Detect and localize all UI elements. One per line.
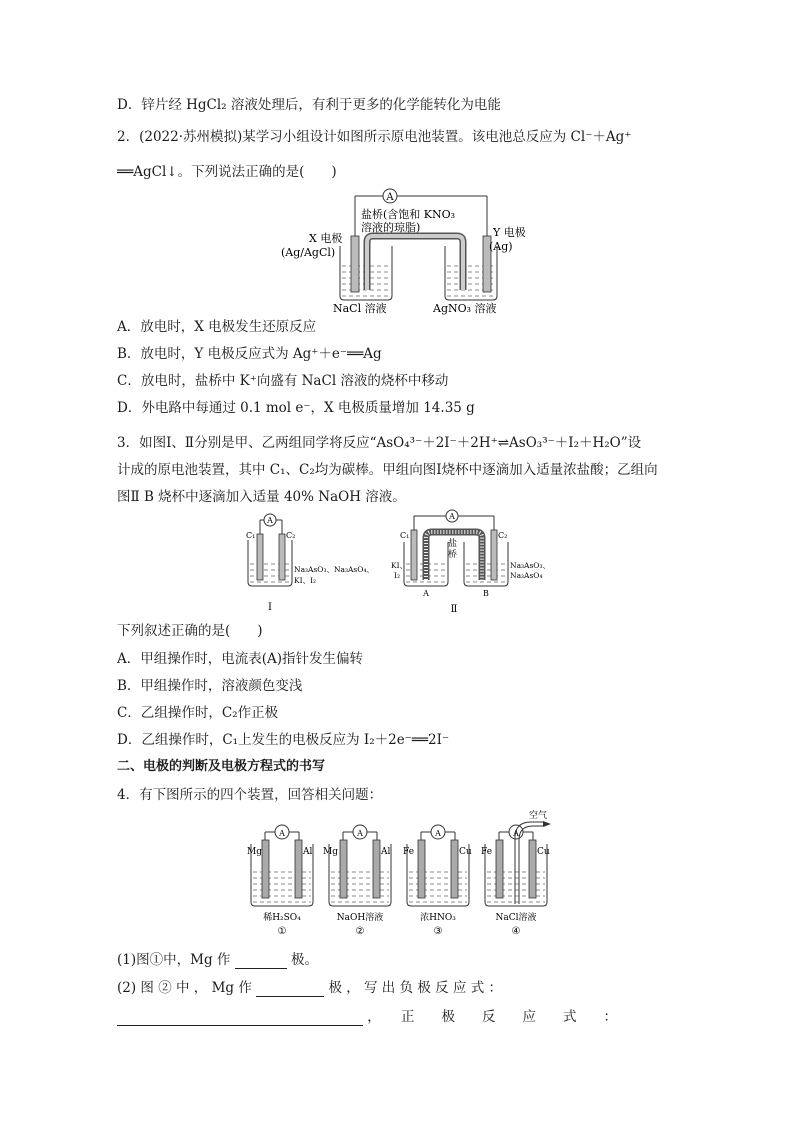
c1-label: C₁ xyxy=(400,531,410,540)
cell-1-left-electrode: Mg xyxy=(247,847,262,857)
figure-cell-2 xyxy=(390,508,560,618)
solution-label-1: Na₃AsO₃、Na₃AsO₄、 xyxy=(294,565,374,574)
cell-3-number: ③ xyxy=(433,926,443,937)
cell-3-solution: 浓HNO₃ xyxy=(420,913,456,923)
figure-cell-1 xyxy=(240,512,390,616)
cell-1-solution: 稀H₂SO₄ xyxy=(263,913,301,923)
arrow-left-icon xyxy=(543,821,551,827)
c2-label: C₂ xyxy=(286,531,296,540)
left-solution-1: KI、 xyxy=(391,561,408,570)
y-electrode-material: (Ag) xyxy=(489,240,513,253)
bridge-char-1: 盐 xyxy=(448,539,458,549)
cell-4-left-electrode: Fe xyxy=(481,847,493,857)
ammeter-icon: A xyxy=(357,829,363,838)
cell-4-solution: NaCl溶液 xyxy=(495,913,537,923)
question-4-stem: 4．有下图所示的四个装置，回答相关问题： xyxy=(117,787,383,803)
ammeter-icon: A xyxy=(279,829,285,838)
ammeter-icon: A xyxy=(513,829,519,838)
q4-part-2-positive: ， 正 极 反 应 式 ： xyxy=(367,1009,618,1025)
salt-bridge xyxy=(367,236,463,290)
beaker-b-label: B xyxy=(483,589,489,598)
cell-4 xyxy=(481,809,551,937)
section-heading: 二、电极的判断及电极方程式的书写 xyxy=(117,759,326,774)
q4-part-1-text: (1)图①中，Mg 作 xyxy=(117,952,231,968)
c1-label: C₁ xyxy=(246,531,256,540)
right-solution-1: Na₃AsO₃、 xyxy=(510,561,550,570)
cell-4-right-electrode: Cu xyxy=(537,847,550,857)
y-electrode-label: Y 电极 xyxy=(493,226,526,239)
x-electrode-material: (Ag/AgCl) xyxy=(281,246,336,259)
answer-blank-1[interactable] xyxy=(235,954,287,969)
question-3-prompt: 下列叙述正确的是( ) xyxy=(117,623,263,639)
option-d-prev: D．锌片经 HgCl₂ 溶液处理后，有利于更多的化学能转化为电能 xyxy=(117,97,501,113)
left-solution-label: NaCl 溶液 xyxy=(333,302,387,315)
cell-3-right-electrode: Cu xyxy=(459,847,472,857)
right-solution-2: Na₃AsO₄ xyxy=(510,571,543,580)
ammeter-icon: A xyxy=(386,192,394,203)
cell-1-number: ① xyxy=(277,926,287,937)
question-2-stem: 2．(2022·苏州模拟)某学习小组设计如图所示原电池装置。该电池总反应为 Cl⁻＋Ag⁺ xyxy=(117,129,632,145)
q4-part-1-end: 极。 xyxy=(290,952,318,968)
cell-3 xyxy=(403,825,472,937)
q2-option-b: B．放电时，Y 电极反应式为 Ag⁺＋e⁻══Ag xyxy=(117,346,382,362)
question-3-stem: 3．如图Ⅰ、Ⅱ分别是甲、乙两组同学将反应“AsO₄³⁻＋2I⁻＋2H⁺⇌AsO₃³⁻＋I₂＋H₂O”设 xyxy=(117,435,642,451)
q3-option-a: A．甲组操作时，电流表(A)指针发生偏转 xyxy=(117,651,364,667)
cell-2-right-electrode: Al xyxy=(381,847,391,857)
figure-label-1: Ⅰ xyxy=(268,602,272,613)
question-2-stem-cont: ══AgCl↓。下列说法正确的是( ) xyxy=(117,164,337,180)
cell-1-right-electrode: Al xyxy=(303,847,313,857)
answer-blank-3[interactable] xyxy=(117,1011,363,1026)
q4-part-2-text: (2) 图 ② 中 ， Mg 作 xyxy=(117,980,252,996)
cell-2-solution: NaOH溶液 xyxy=(336,913,384,923)
q2-option-d: D．外电路中每通过 0.1 mol e⁻，X 电极质量增加 14.35 g xyxy=(117,400,475,416)
q2-option-c: C．放电时，盐桥中 K⁺向盛有 NaCl 溶液的烧杯中移动 xyxy=(117,373,449,389)
q2-option-a: A．放电时，X 电极发生还原反应 xyxy=(117,319,317,335)
q3-option-b: B．甲组操作时，溶液颜色变浅 xyxy=(117,678,303,694)
cell-3-left-electrode: Fe xyxy=(403,847,415,857)
cell-1 xyxy=(247,825,313,937)
cell-2-number: ② xyxy=(355,926,365,937)
air-label: 空气 xyxy=(529,811,548,821)
bridge-label-2: 溶液的琼脂) xyxy=(361,221,421,234)
beaker-a-label: A xyxy=(423,589,429,598)
x-electrode xyxy=(351,236,359,292)
question-3-stem-cont2: 图Ⅱ B 烧杯中逐滴加入适量 40% NaOH 溶液。 xyxy=(117,489,406,505)
cell-4-number: ④ xyxy=(511,926,521,937)
ammeter-icon: A xyxy=(267,516,273,525)
ammeter-icon: A xyxy=(435,829,441,838)
q3-option-c: C．乙组操作时，C₂作正极 xyxy=(117,705,279,721)
cell-2-left-electrode: Mg xyxy=(323,847,338,857)
bridge-label-1: 盐桥(含饱和 KNO₃ xyxy=(361,208,456,221)
right-solution-label: AgNO₃ 溶液 xyxy=(433,302,497,315)
ammeter-icon: A xyxy=(449,512,455,521)
q4-part-2 xyxy=(117,979,677,997)
figure-salt-bridge-cell xyxy=(275,186,526,316)
c2-label: C₂ xyxy=(498,531,508,540)
question-3-stem-cont: 计成的原电池装置，其中 C₁、C₂均为碳棒。甲组向图Ⅰ烧杯中逐滴加入适量浓盐酸；乙组向 xyxy=(117,462,658,478)
cell-2 xyxy=(323,825,391,937)
figure-label-2: Ⅱ xyxy=(450,604,458,615)
solution-label-2: KI、I₂ xyxy=(294,576,317,585)
left-solution-2: I₂ xyxy=(394,571,400,580)
x-electrode-label: X 电极 xyxy=(309,232,343,245)
figure-four-cells xyxy=(245,810,565,942)
bridge-char-2: 桥 xyxy=(448,550,458,560)
q4-part-2-mid: 极 ， 写 出 负 极 反 应 式 ： xyxy=(328,980,503,996)
answer-blank-2[interactable] xyxy=(256,982,324,997)
q4-part-1 xyxy=(117,951,318,969)
q3-option-d: D．乙组操作时，C₁上发生的电极反应为 I₂＋2e⁻══2I⁻ xyxy=(117,732,450,748)
q4-part-2-cont xyxy=(117,1008,617,1026)
